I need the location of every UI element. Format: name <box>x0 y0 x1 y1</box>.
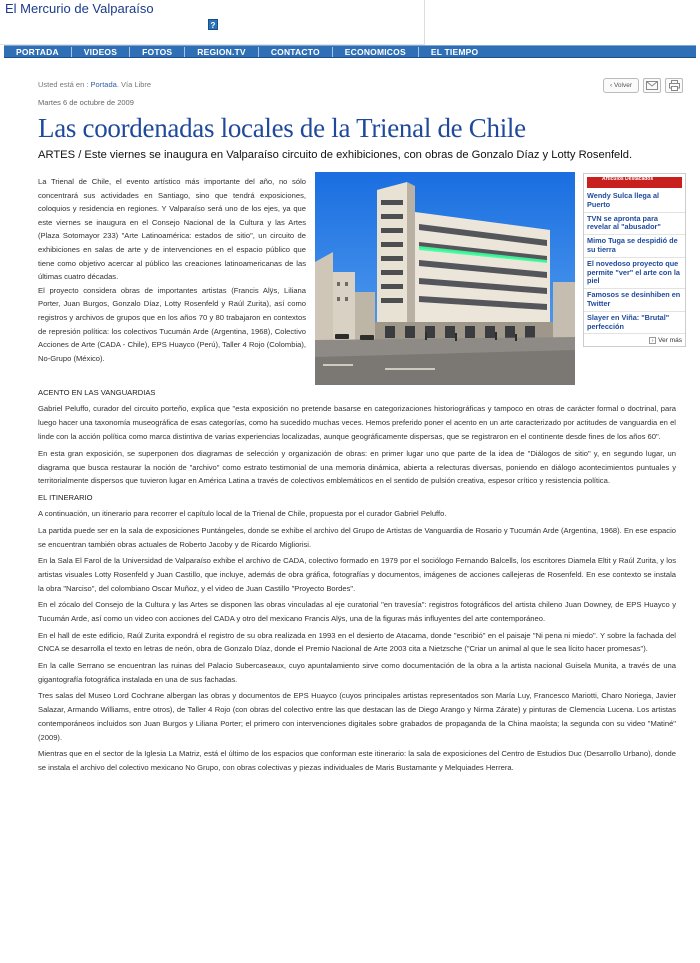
breadcrumb-separator: . <box>116 80 119 89</box>
email-icon[interactable] <box>643 78 661 93</box>
featured-articles <box>583 173 686 347</box>
see-more-label: Ver más <box>658 337 682 345</box>
featured-item[interactable]: Mimo Tuga se despidió de su tierra <box>584 235 685 258</box>
back-button[interactable] <box>603 78 639 93</box>
arrow-right-icon: › <box>649 337 656 344</box>
chevron-left-icon: ‹ <box>609 82 614 89</box>
body-paragraph: Gabriel Peluffo, curador del circuito porteño, explica que "esta exposición no pretende basarse en categorizaciones historiográficas y tampoco en otras de carácter formal o doctrinal, para luego hacer una taxonomía museográfica de esas categorías, como ha sucedido muchas veces. Hemos preferido poner el acento en un arte caracterizado por actitudes de vanguardia en el linde con la acción política como marca distintiva de varias experiencias localizadas, aunque geográficamente dispersas, que se registraron en el continente desde fines de los años 60". <box>38 404 676 442</box>
article-photo <box>315 172 575 385</box>
featured-item[interactable]: Slayer en Viña: "Brutal" perfección <box>584 312 685 335</box>
featured-item[interactable]: El novedoso proyecto que permite "ver" el arte con la piel <box>584 258 685 289</box>
site-name[interactable]: El Mercurio de Valparaíso <box>5 1 154 16</box>
featured-item[interactable]: TVN se apronta para revelar al "abusador" <box>584 213 685 236</box>
back-label: Volver <box>613 82 633 89</box>
help-icon[interactable]: ? <box>208 19 218 30</box>
article-title: Las coordenadas locales de la Trienal de Chile <box>38 113 526 143</box>
body-paragraph: La partida puede ser en la sala de exposiciones Puntángeles, donde se exhibe el archivo del Grupo de Artistas de Vanguardia de Rosario y Tucumán Arde (Argentina, 1968). En ese espacio se encuentran también obras actuales de Roberto Jacoby y de Ricardo Migliorisi. <box>38 525 676 549</box>
section-heading: ACENTO EN LAS VANGUARDIAS <box>38 388 156 397</box>
article-subtitle: ARTES / Este viernes se inaugura en Valparaíso circuito de exhibiciones, con obras de Gonzalo Díaz y Lotty Rosenfeld. <box>38 149 633 161</box>
breadcrumb <box>38 80 151 89</box>
nav-economicos[interactable]: ECONOMICOS <box>333 47 419 57</box>
nav-el-tiempo[interactable]: EL TIEMPO <box>430 46 479 57</box>
site-header <box>0 0 425 45</box>
body-paragraph: En el zócalo del Consejo de la Cultura y las Artes se disponen las obras vinculadas al eje curatorial "en travesía": registros fotográficos del artista chileno Juan Downey, de EPS Huayco y Tucumán Arde, así como un video con acciones del CADA y otro del mexicano Francis Alÿs, una de la figuras más influyentes del arte contemporáneo. <box>38 600 676 624</box>
breadcrumb-prefix: Usted está en : <box>38 80 89 89</box>
see-more-link[interactable] <box>584 334 685 344</box>
body-paragraph: En la Sala El Farol de la Universidad de Valparaíso exhibe el archivo de CADA, colectivo formado en 1979 por el sociólogo Fernando Balcells, los escritores Diamela Eltit y Raúl Zurita, y los artistas visuales Lotty Rosenfeld y Juan Castillo, que incluye, además de obra gráfica, fotografías y documentos, imágenes de acciones callejeras de Rosenfeld. En ese contexto se instala la obra "Narciso", del colombiano Oscar Muñoz, y el video de Juan Castillo "Proyecto Bordes". <box>38 555 676 593</box>
nav-contacto[interactable]: CONTACTO <box>259 47 333 57</box>
article-date: Martes 6 de octubre de 2009 <box>38 98 134 107</box>
nav-portada[interactable]: PORTADA <box>4 47 72 57</box>
article-tools <box>603 78 683 93</box>
body-paragraph: En el hall de este edificio, Raúl Zurita expondrá el registro de su obra realizada en 1993 en el desierto de Atacama, donde "escribió" en el paisaje "Ni pena ni miedo". Y sobre la fachada del CNCA se desarrolla el texto en letras de neón, obra de Gonzalo Díaz, donde el Premio Nacional de Arte 2003 cita a Nietzsche ("Criar un animal al que le sea lícito hacer promesas"). <box>38 630 676 654</box>
nav-fotos[interactable]: FOTOS <box>130 47 185 57</box>
featured-item[interactable]: Famosos se desinhiben en Twitter <box>584 289 685 312</box>
body-paragraph: Mientras que en el sector de la Iglesia La Matriz, está el último de los espacios que conforman este itinerario: la sala de exposiciones del Centro de Estudios Duc (Desarrollo Urbano), donde se instala el archivo del colectivo mexicano No Grupo, con obras colectivas y piezas individuales de Maris Bustamante y Melquiades Herrera. <box>38 749 676 773</box>
featured-header: Artículos Destacados <box>587 177 682 188</box>
breadcrumb-section[interactable]: Vía Libre <box>121 80 152 89</box>
lead-paragraph: La Trienal de Chile, el evento artístico más importante del año, no sólo concentrará sus actividades en Santiago, sino que tendrá exposiciones, coloquios y residencia en regiones. Y Valparaíso será uno de los ejes, ya que este viernes se inaugura en el Consejo Nacional de la Cultura y las Artes (Plaza Sotomayor 233) "Arte Latinoamérica: estados de sitio", un circuito de exhibiciones en salas de arte y de intervenciones en el espacio público que tiene como objetivo acercar al público las creaciones latinoamericanas de las últimas cuatro décadas. <box>38 177 306 282</box>
breadcrumb-portada[interactable]: Portada <box>90 80 117 89</box>
body-paragraph: En esta gran exposición, se superponen dos diagramas de selección y organización de obras: en primer lugar uno que parte de la idea de "Diálogos de sitio" y, en segundo lugar, un diagrama que busca restaurar la noción de "archivo" como estrato testimonial de una memoria dinámica, abierta a relecturas diversas, poniendo en diálogo acontecimientos puntuales y territorialmente dispersos que tuvieron lugar en América Latina a través de colectivos emblemáticos en el sentido de pulsión creativa, espesor crítico y resistencia política. <box>38 448 676 486</box>
lead-paragraph: El proyecto considera obras de importantes artistas (Francis Alÿs, Liliana Porter, Juan Burgos, Gonzalo Díaz, Lotty Rosenfeld y Raúl Zurita), así como registros y archivos de grupos que en los años 70 y 80 trabajaron en contextos de represión política: los colectivos Tucumán Arde (Argentina, 1968), Colectivo Acciones de Arte (CADA - Chile), EPS Huayco (Perú), Taller 4 Rojo (Colombia), No-Grupo (México). <box>38 285 306 363</box>
section-heading: EL ITINERARIO <box>38 492 93 502</box>
nav-videos[interactable]: VIDEOS <box>72 47 130 57</box>
featured-item[interactable]: Wendy Sulca llega al Puerto <box>584 190 685 213</box>
body-paragraph: En la calle Serrano se encuentran las ruinas del Palacio Subercaseaux, cuyo apuntalamiento sirve como documentación de la obra a la artista nacional Guisela Munita, a través de una gigantografía fotográfica instalada en una de sus fachadas. <box>38 660 676 684</box>
body-paragraph: A continuación, un itinerario para recorrer el capítulo local de la Trienal de Chile, propuesta por el curador Gabriel Peluffo. <box>38 509 447 519</box>
nav-region-tv[interactable]: REGION.TV <box>185 47 259 57</box>
article-lead <box>38 175 306 365</box>
body-paragraph: Tres salas del Museo Lord Cochrane albergan las obras y documentos de EPS Huayco (cuyos principales artistas representados son María Luy, Francesco Mariotti, Charo Noriega, Javier Salazar, Armando Williams, entre otros), de Taller 4 Rojo (con obras del colectivo entre las que destacan las de Diego Arango y Nirma Zárate) y pinturas de Clemencia Lucena. Los artistas contemporáneos incluidos son Juan Burgos y Liliana Porter; el primero con intervenciones digitales sobre grabados de propaganda de la China maoísta; la segunda con su video "Matiné" (2009). <box>38 691 676 742</box>
main-nav <box>4 45 696 58</box>
print-icon[interactable] <box>665 78 683 93</box>
article-body <box>38 386 676 778</box>
